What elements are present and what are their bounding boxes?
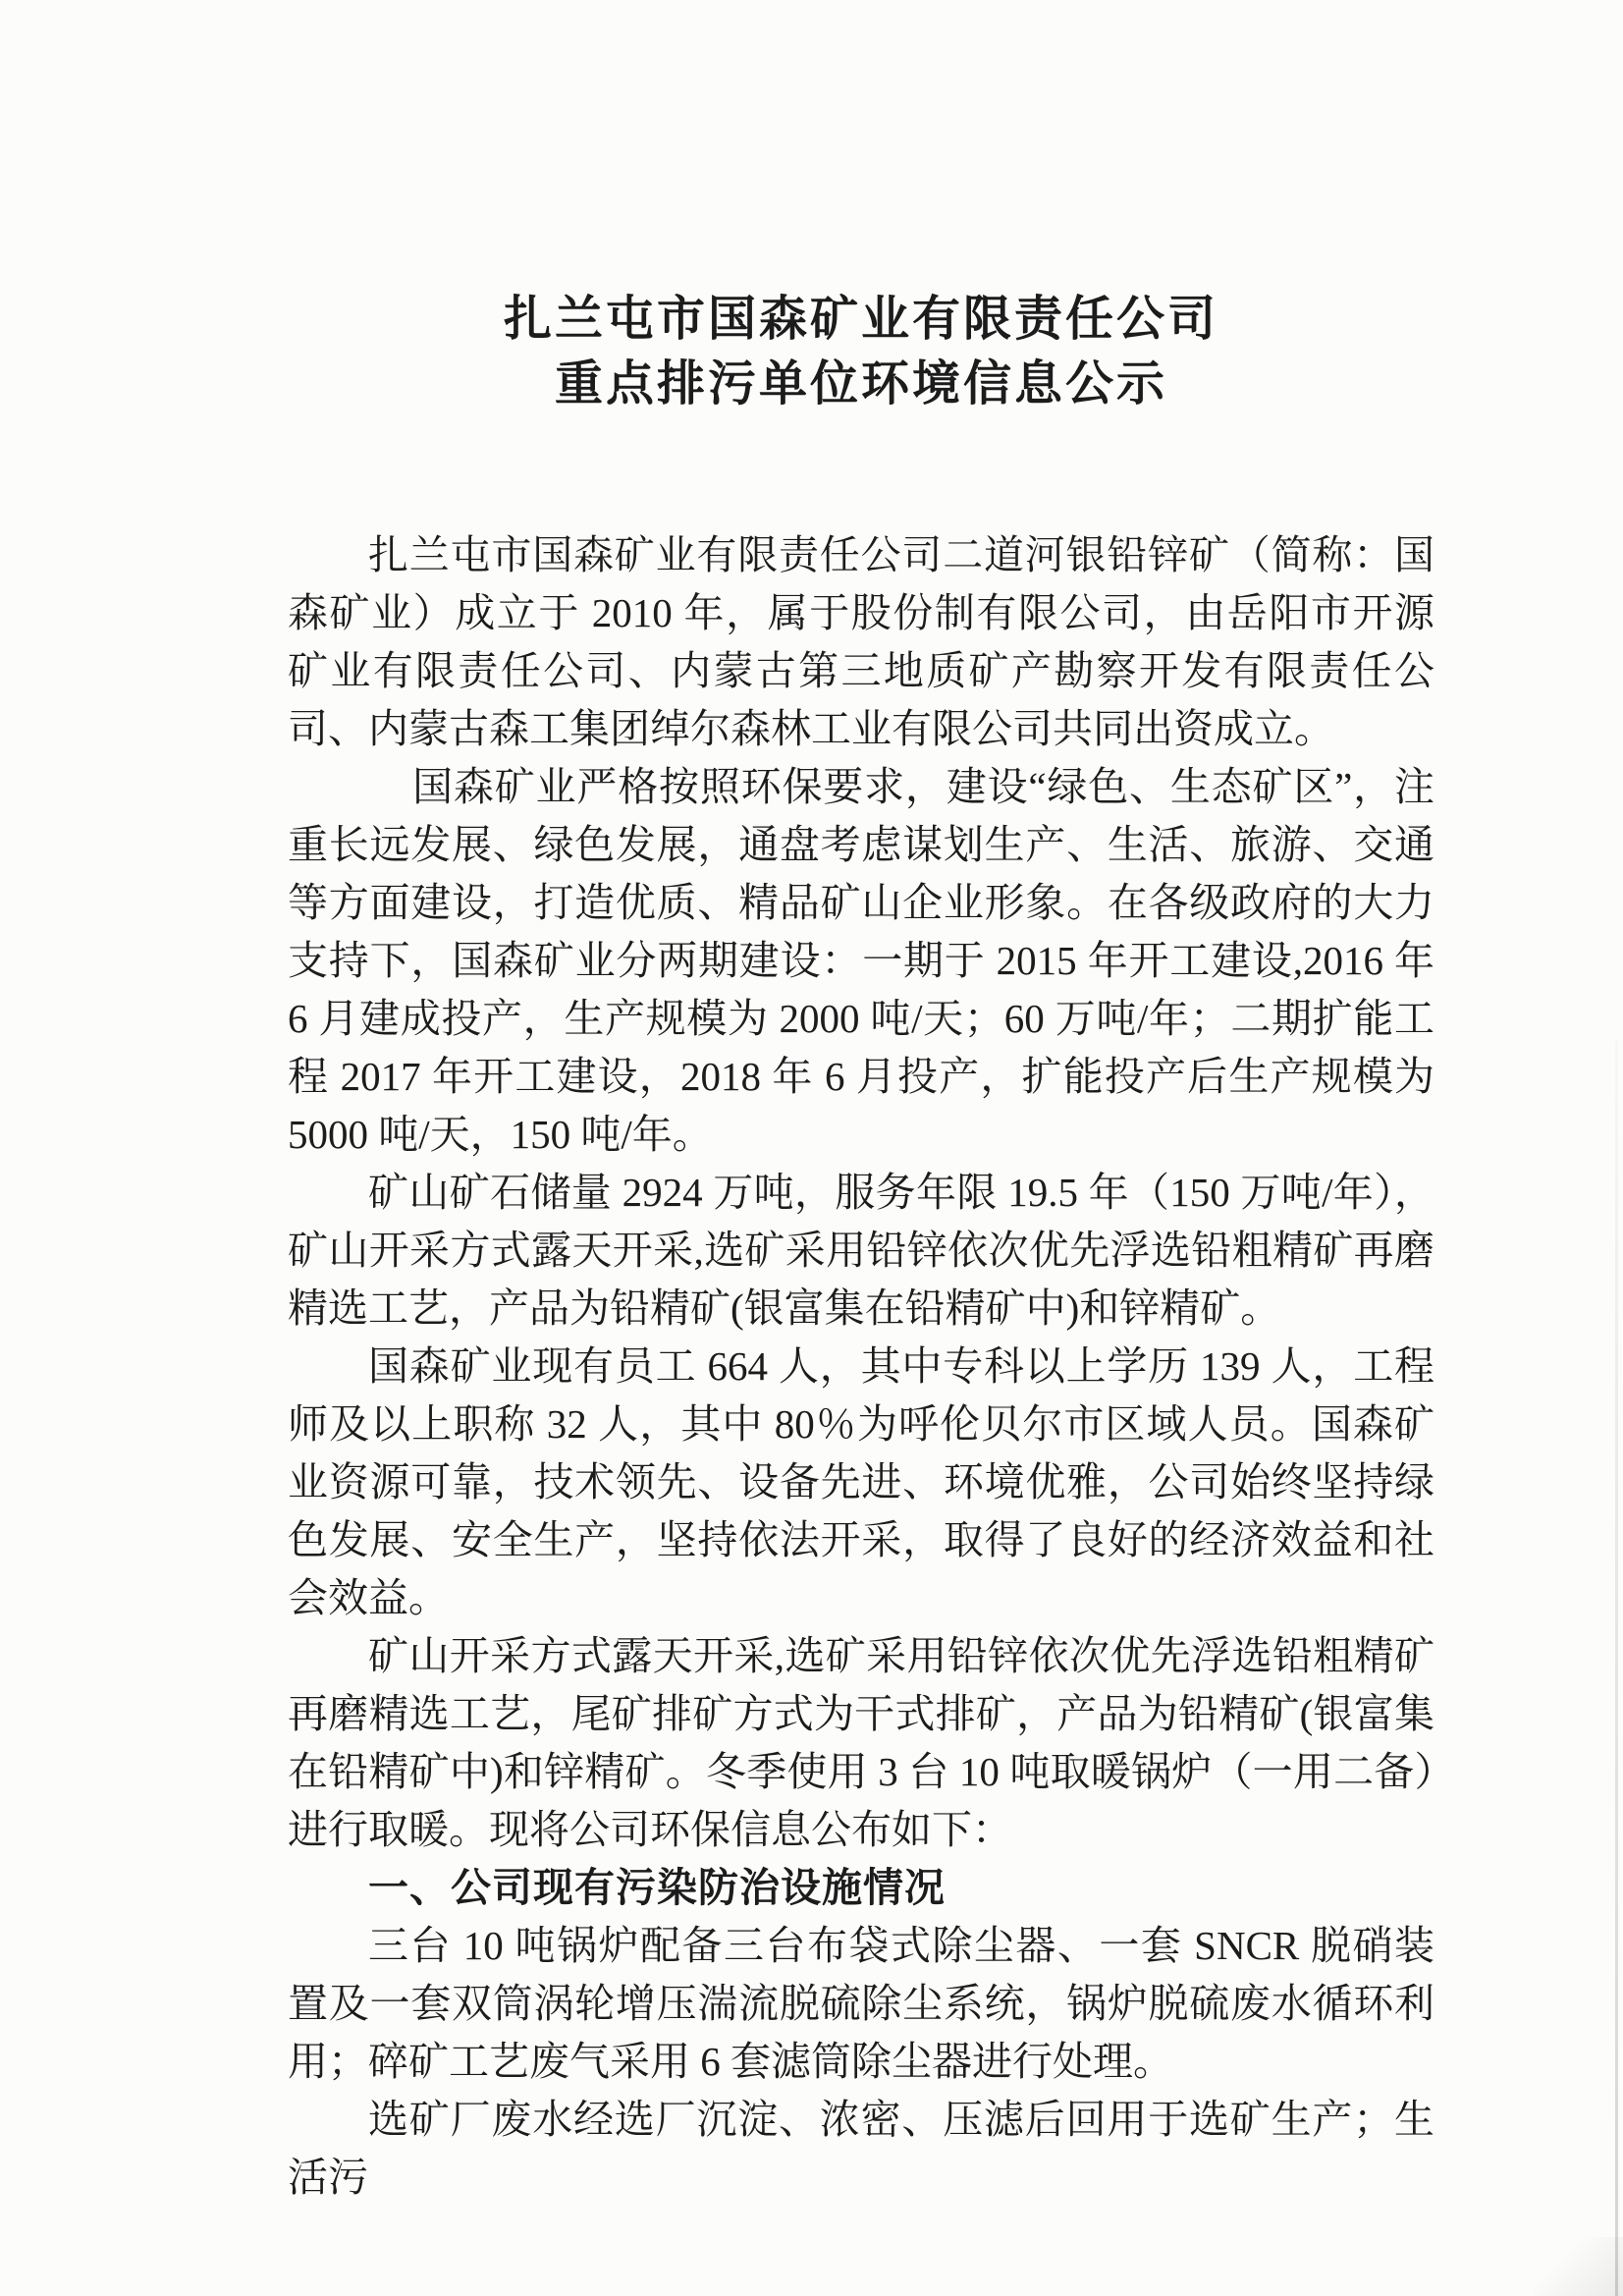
document-body: [288, 526, 1434, 2207]
paragraph-ore-reserves: 矿山矿石储量 2924 万吨，服务年限 19.5 年（150 万吨/年），矿山开采方式露天开采,选矿采用铅锌依次优先浮选铅粗精矿再磨精选工艺，产品为铅精矿(银富集在铅精矿中)和锌精矿。: [288, 1170, 1434, 1331]
document-content: [288, 287, 1434, 2207]
scan-edge-artifact: [1615, 1041, 1618, 2296]
paragraph-wastewater-truncated: 选矿厂废水经选厂沉淀、浓密、压滤后回用于选矿生产；生活污: [288, 2097, 1434, 2200]
paragraph-company-intro: 扎兰屯市国森矿业有限责任公司二道河银铅锌矿（简称：国森矿业）成立于 2010 年，属于股份制有限公司，由岳阳市开源矿业有限责任公司、内蒙古第三地质矿产勘察开发有限责任公司、内蒙古森工集团绰尔森林工业有限公司共同出资成立。: [288, 532, 1434, 751]
title-line-2: 重点排污单位环境信息公示: [554, 356, 1167, 410]
document-title: [288, 287, 1434, 416]
title-line-1: 扎兰屯市国森矿业有限责任公司: [503, 292, 1218, 346]
paragraph-green-mine-construction: 国森矿业严格按照环保要求，建设“绿色、生态矿区”，注重长远发展、绿色发展，通盘考虑谋划生产、生活、旅游、交通等方面建设，打造优质、精品矿山企业形象。在各级政府的大力支持下，国森矿业分两期建设：一期于 2015 年开工建设,2016 年 6 月建成投产，生产规模为 2000 吨/天；60 万吨/年；二期扩能工程 2017 年开工建设，2018 年 6 月投产，扩能投产后生产规模为 5000 吨/天，150 吨/年。: [288, 764, 1434, 1157]
paragraph-boiler-dedusting: 三台 10 吨锅炉配备三台布袋式除尘器、一套 SNCR 脱硝装置及一套双筒涡轮增压湍流脱硫除尘系统，锅炉脱硫废水循环利用；碎矿工艺废气采用 6 套滤筒除尘器进行处理。: [288, 1923, 1434, 2084]
section-heading-pollution-control: 一、公司现有污染防治设施情况: [368, 1865, 946, 1910]
paragraph-employees: 国森矿业现有员工 664 人，其中专科以上学历 139 人，工程师及以上职称 32 人，其中 80％为呼伦贝尔市区域人员。国森矿业资源可靠，技术领先、设备先进、环境优雅，公司始终坚持绿色发展、安全生产，坚持依法开采，取得了良好的经济效益和社会效益。: [288, 1343, 1434, 1620]
paragraph-mining-process: 矿山开采方式露天开采,选矿采用铅锌依次优先浮选铅粗精矿再磨精选工艺，尾矿排矿方式为干式排矿，产品为铅精矿(银富集在铅精矿中)和锌精矿。冬季使用 3 台 10 吨取暖锅炉（一用二备）进行取暖。现将公司环保信息公布如下：: [288, 1633, 1434, 1852]
scan-corner-shadow: [1535, 2237, 1623, 2296]
